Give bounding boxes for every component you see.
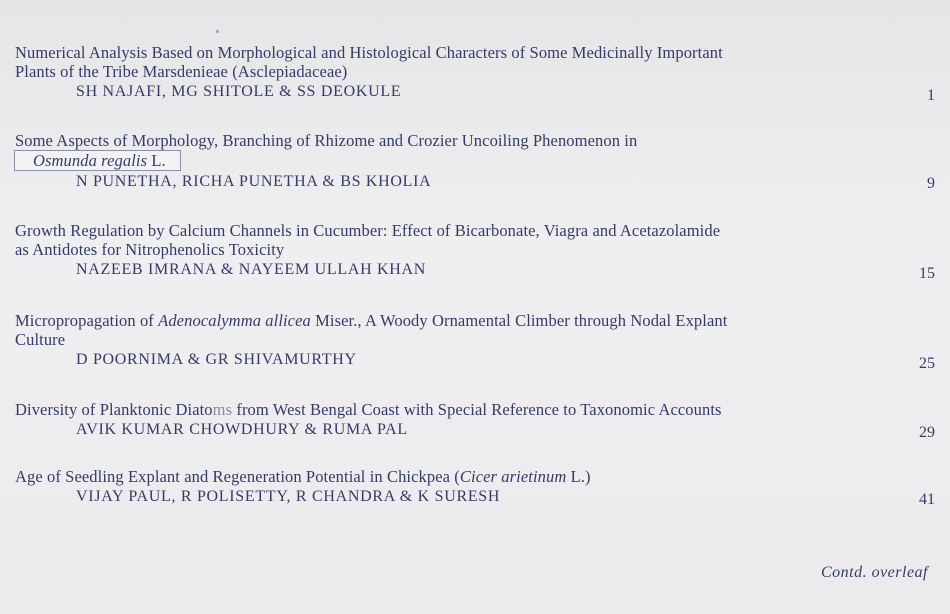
toc-entry-6[interactable] (15, 467, 935, 507)
entry-title-line: Numerical Analysis Based on Morphological and Histological Characters of Some Medicinally Important (15, 43, 723, 62)
entry-title-line: Plants of the Tribe Marsdenieae (Asclepiadaceae) (15, 62, 348, 81)
entry-title-line: Some Aspects of Morphology, Branching of Rhizome and Crozier Uncoiling Phenomenon in (15, 131, 638, 150)
title-text: Diversity of Planktonic Diato (15, 400, 213, 419)
species-name: Osmunda regalis (33, 151, 148, 170)
entry-page-number: 41 (919, 491, 935, 508)
toc-entry-5[interactable] (15, 400, 935, 440)
title-text: from West Bengal Coast with Special Reference to Taxonomic Accounts (232, 400, 722, 419)
title-text: Age of Seedling Explant and Regeneration Potential in Chickpea ( (15, 467, 460, 486)
title-text: Miser., A Woody Ornamental Climber through Nodal Explant (310, 311, 728, 330)
entry-page-number: 9 (927, 175, 935, 192)
smudged-text: ms (212, 400, 233, 419)
species-name: Adenocalymma allicea (158, 311, 311, 330)
entry-title-line: Culture (15, 330, 66, 349)
title-text: Micropropagation of (15, 311, 159, 330)
entry-title-line: as Antidotes for Nitrophenolics Toxicity (15, 240, 285, 259)
toc-entry-2[interactable] (15, 131, 935, 192)
entry-title-line (15, 467, 935, 486)
entry-authors: AVIK KUMAR CHOWDHURY & RUMA PAL (76, 421, 408, 438)
toc-entry-4[interactable] (15, 311, 935, 370)
toc-entry-1[interactable] (15, 43, 935, 102)
species-suffix: L. (147, 151, 166, 170)
entry-title-line (15, 311, 935, 330)
species-name: Cicer arietinum (459, 467, 567, 486)
entry-page-number: 25 (919, 355, 935, 372)
ink-speck (216, 30, 219, 33)
highlighted-species-box (14, 150, 181, 171)
entry-authors: NAZEEB IMRANA & NAYEEM ULLAH KHAN (76, 261, 427, 278)
toc-entry-3[interactable] (15, 221, 935, 280)
entry-authors: SH NAJAFI, MG SHITOLE & SS DEOKULE (76, 83, 402, 100)
entry-authors: N PUNETHA, RICHA PUNETHA & BS KHOLIA (76, 173, 432, 190)
entry-page-number: 15 (919, 265, 935, 282)
entry-authors: D POORNIMA & GR SHIVAMURTHY (76, 351, 357, 368)
continued-overleaf-note: Contd. overleaf (820, 564, 928, 581)
entry-page-number: 29 (919, 424, 935, 441)
title-text: L.) (566, 467, 591, 486)
entry-page-number: 1 (927, 87, 935, 104)
entry-title-line: Growth Regulation by Calcium Channels in Cucumber: Effect of Bicarbonate, Viagra and Acetazolamide (15, 221, 721, 240)
entry-title-line (15, 150, 935, 171)
entry-title-line (15, 400, 935, 419)
entry-authors: VIJAY PAUL, R POLISETTY, R CHANDRA & K SURESH (76, 488, 501, 505)
